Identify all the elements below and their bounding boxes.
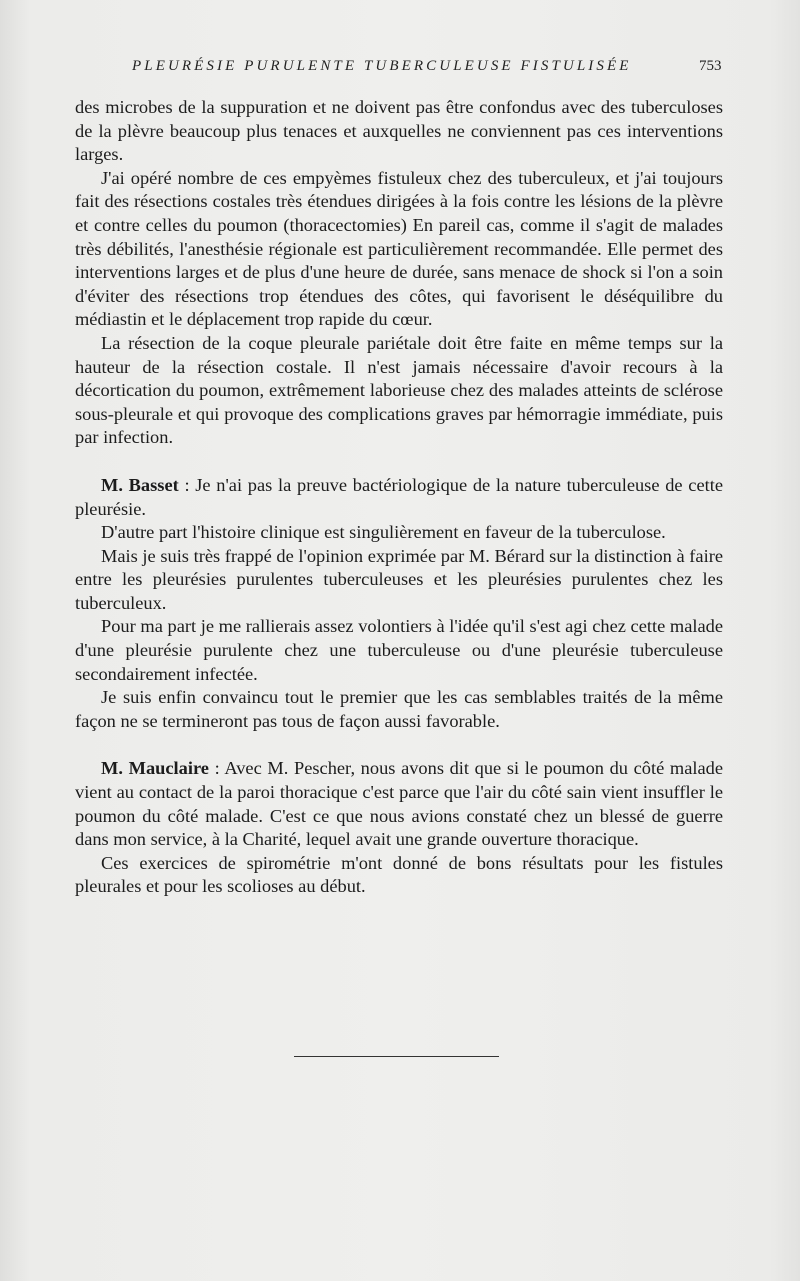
paragraph: des microbes de la suppuration et ne doivent pas être confondus avec des tuberculoses de la plèvre beaucoup plus tenaces et auxquelles ne conviennent pas ces interventions larges. [75, 97, 723, 165]
paragraph: La résection de la coque pleurale pariétale doit être faite en même temps sur la hauteur de la résection costale. Il n'est jamais nécessaire d'avoir recours à la décortication du poumon, extrêmement laborieuse chez des malades atteints de sclérose sous-pleurale et qui provoque des complications graves par hémorragie immédiate, puis par infection. [75, 332, 723, 448]
section-gap [75, 733, 723, 757]
end-rule [294, 1056, 499, 1057]
speaker-name: M. Mauclaire [101, 758, 209, 779]
paragraph: Pour ma part je me rallierais assez volontiers à l'idée qu'il s'est agi chez cette malade d'une pleurésie purulente chez une tuberculeuse ou d'une pleurésie tuberculeuse secondairement infectée. [75, 616, 723, 684]
speaker-name: M. Basset [101, 474, 179, 495]
running-title: PLEURÉSIE PURULENTE TUBERCULEUSE FISTULISÉE [132, 58, 632, 74]
page-number: 753 [699, 58, 722, 74]
running-header [0, 54, 800, 78]
speaker-statement: : Avec M. Pescher, nous avons dit que si le poumon du côté malade vient au contact de la paroi thoracique c'est parce que l'air du côté sain vient insuffler le poumon du côté malade. C'est ce que nous avions constaté chez un blessé de guerre dans mon service, à la Charité, lequel avait une grande ouverture thoracique. [75, 758, 723, 850]
paragraph: D'autre part l'histoire clinique est singulièrement en faveur de la tuberculose. [101, 522, 666, 543]
paragraph-mauclaire-intro [75, 757, 723, 851]
paragraph: Ces exercices de spirométrie m'ont donné de bons résultats pour les fistules pleurales et pour les scolioses au début. [75, 852, 723, 897]
paragraph: J'ai opéré nombre de ces empyèmes fistuleux chez des tuberculeux, et j'ai toujours fait des résections costales très étendues dirigées à la fois contre les lésions de la plèvre et contre celles du poumon (thoracectomies) En pareil cas, comme il s'agit de malades très débilités, l'anesthésie régionale est particulièrement recommandée. Elle permet des interventions larges et de plus d'une heure de durée, sans menace de shock si l'on a soin d'éviter des résections trop étendues des côtes, qui favorisent le déséquilibre du médiastin et le déplacement trop rapide du cœur. [75, 167, 723, 330]
body-text [75, 96, 723, 899]
paragraph-basset-intro [75, 474, 723, 521]
paragraph: Mais je suis très frappé de l'opinion exprimée par M. Bérard sur la distinction à faire entre les pleurésies purulentes tuberculeuses et les pleurésies purulentes chez les tuberculeux. [75, 545, 723, 613]
paragraph: Je suis enfin convaincu tout le premier que les cas semblables traités de la même façon ne se termineront pas tous de façon aussi favorable. [75, 687, 723, 731]
section-gap [75, 450, 723, 474]
speaker-statement: : Je n'ai pas la preuve bactériologique de la nature tuberculeuse de cette pleurésie. [75, 474, 723, 519]
